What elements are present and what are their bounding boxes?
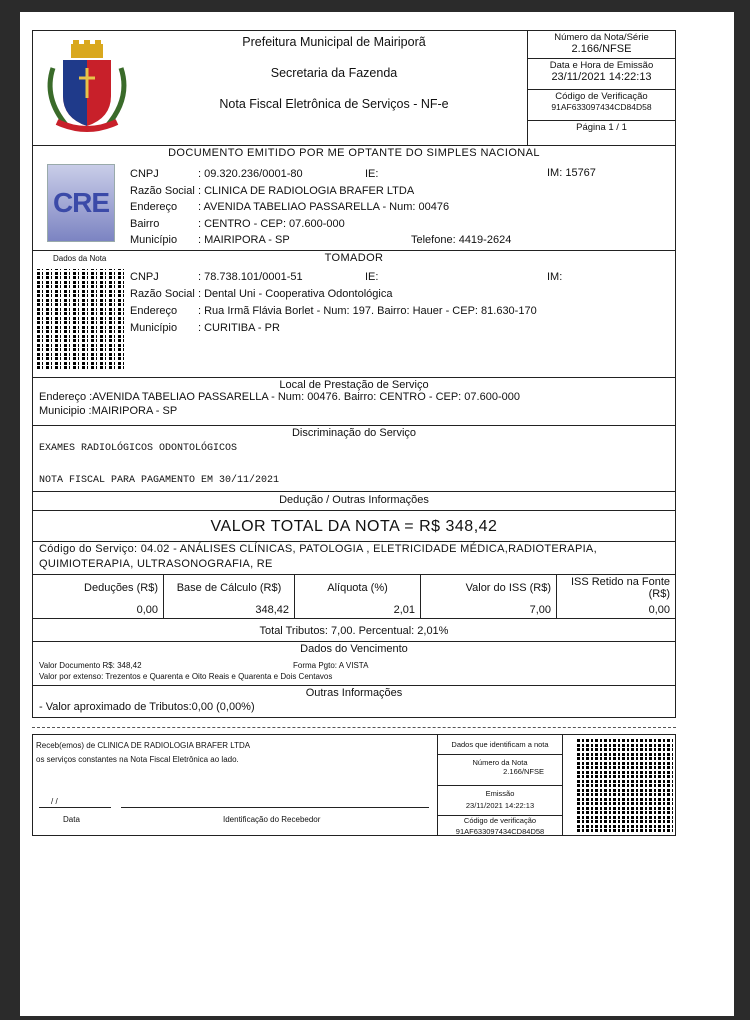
- tom-razao: : Dental Uni - Cooperativa Odontológica: [198, 288, 393, 300]
- total-tributos: Total Tributos: 7,00. Percentual: 2,01%: [33, 619, 675, 642]
- codigo-servico: Código do Serviço: 04.02 - ANÁLISES CLÍNICAS, PATOLOGIA , ELETRICIDADE MÉDICA,RADIOTERAPIA, QUIMIOTERAPIA, ULTRASONOGRAFIA, RE: [33, 542, 675, 575]
- recibo-num-label: Número da Nota: [472, 758, 528, 767]
- tom-end-label: Endereço: [130, 305, 178, 317]
- valor-total: VALOR TOTAL DA NOTA = R$ 348,42: [33, 511, 675, 542]
- header-iss-retido: ISS Retido na Fonte (R$): [570, 576, 670, 600]
- recibo-section: [32, 734, 676, 836]
- tom-im: IM:: [547, 271, 563, 283]
- note-number-cell: [528, 31, 675, 59]
- value-iss-retido: 0,00: [648, 603, 670, 616]
- recibo-emissao-cell: [438, 789, 562, 816]
- prest-im: IM: 15767: [547, 167, 596, 179]
- company-logo-text: CRE: [52, 187, 110, 218]
- tom-mun: : CURITIBA - PR: [198, 322, 280, 334]
- department-name: Secretaria da Fazenda: [270, 66, 398, 80]
- vencimento-section: [33, 643, 675, 686]
- prest-cnpj: : 09.320.236/0001-80: [198, 168, 303, 180]
- prestador-section: [33, 146, 675, 251]
- recibo-num-cell: [438, 758, 562, 786]
- tom-cnpj: : 78.738.101/0001-51: [198, 271, 303, 283]
- simples-notice: DOCUMENTO EMITIDO POR ME OPTANTE DO SIMPLES NACIONAL: [168, 147, 540, 159]
- recibo-data-label: Data: [63, 815, 80, 824]
- recibo-date-blank: / /: [51, 797, 58, 806]
- discriminacao-line1: EXAMES RADIOLÓGICOS ODONTOLÓGICOS: [39, 443, 238, 454]
- deducao-title: Dedução / Outras Informações: [33, 492, 675, 511]
- coat-of-arms-icon: [39, 38, 135, 138]
- tom-ie-label: IE:: [365, 271, 379, 283]
- header-deducoes: Deduções (R$): [33, 575, 164, 601]
- vencimento-title: Dados do Vencimento: [300, 643, 408, 655]
- recibo-num-value: 2.166/NFSE: [503, 767, 544, 776]
- cut-line: [32, 727, 676, 728]
- document-title: Nota Fiscal Eletrônica de Serviços - NF-e: [219, 97, 449, 111]
- page-number: Página 1 / 1: [576, 122, 627, 133]
- recibo-emissao-label: Emissão: [485, 789, 515, 798]
- recibo-dados: [437, 735, 562, 835]
- forma-pagamento: Forma Pgto: A VISTA: [293, 661, 369, 670]
- tomador-title: TOMADOR: [324, 252, 384, 264]
- qr-code-icon: [37, 269, 125, 369]
- nfe-document: [32, 30, 676, 836]
- discriminacao-line2: NOTA FISCAL PARA PAGAMENTO EM 30/11/2021: [39, 475, 280, 486]
- recibo-line1: Receb(emos) de CLINICA DE RADIOLOGIA BRAFER LTDA: [36, 741, 251, 750]
- valores-header-row: [33, 575, 675, 601]
- outras-section: [33, 687, 675, 717]
- emission-label: Data e Hora de Emissão: [549, 60, 654, 71]
- receiver-signature-line: [121, 807, 429, 808]
- value-aliquota: 2,01: [295, 601, 421, 618]
- outras-text: - Valor aproximado de Tributos:0,00 (0,00%): [39, 701, 255, 713]
- local-municipio: Municipio :MAIRIPORA - SP: [39, 405, 178, 417]
- qr-code-icon: [577, 738, 673, 832]
- value-deducoes: 0,00: [33, 601, 164, 618]
- recibo-left: [33, 735, 437, 835]
- recibo-verif-label: Código de verificação: [463, 816, 537, 825]
- header-base: Base de Cálculo (R$): [164, 575, 295, 601]
- tom-mun-label: Município: [130, 322, 178, 334]
- emission-cell: [528, 59, 675, 90]
- header: [33, 31, 675, 146]
- recibo-line2: os serviços constantes na Nota Fiscal Eletrônica ao lado.: [36, 755, 239, 764]
- emission-value: 23/11/2021 14:22:13: [551, 71, 652, 83]
- coat-of-arms-logo: [33, 31, 141, 145]
- prest-mun: : MAIRIPORA - SP: [198, 234, 290, 246]
- prest-razao: : CLINICA DE RADIOLOGIA BRAFER LTDA: [198, 185, 415, 197]
- recibo-ident-label: Identificação do Recebedor: [223, 815, 321, 824]
- local-section: [33, 379, 675, 426]
- prest-end-label: Endereço: [130, 201, 178, 213]
- prest-bairro: : CENTRO - CEP: 07.600-000: [198, 218, 345, 230]
- city-name: Prefeitura Municipal de Mairiporã: [242, 35, 426, 49]
- prest-cnpj-label: CNPJ: [130, 168, 159, 180]
- value-iss: 7,00: [421, 601, 557, 618]
- recibo-emissao-value: 23/11/2021 14:22:13: [465, 801, 535, 810]
- dados-nota-label: Dados da Nota: [53, 254, 107, 263]
- prest-bairro-label: Bairro: [130, 218, 160, 230]
- valores-value-row: [33, 601, 675, 618]
- header-aliquota: Alíquota (%): [295, 575, 421, 601]
- recibo-qr: [562, 735, 675, 835]
- local-title: Local de Prestação de Serviço: [279, 379, 429, 391]
- valores-section: [33, 575, 675, 619]
- outras-title: Outras Informações: [305, 687, 403, 699]
- header-titles: [141, 31, 527, 145]
- verification-label: Código de Verificação: [555, 91, 648, 102]
- recibo-dados-title: Dados que identificam a nota: [438, 735, 562, 755]
- prest-mun-label: Município: [130, 234, 178, 246]
- discriminacao-section: [33, 427, 675, 492]
- prest-ie-label: IE:: [365, 168, 379, 180]
- note-number-value: 2.166/NFSE: [571, 43, 632, 55]
- verification-cell: [528, 90, 675, 121]
- tom-razao-label: Razão Social: [130, 288, 195, 300]
- prest-razao-label: Razão Social: [130, 185, 195, 197]
- recibo-verif-cell: [438, 816, 562, 836]
- nfe-main-box: [32, 30, 676, 718]
- prest-end: : AVENIDA TABELIAO PASSARELLA - Num: 00476: [198, 201, 450, 213]
- header-iss: Valor do ISS (R$): [421, 575, 557, 601]
- valores-table: [33, 575, 675, 618]
- tom-cnpj-label: CNPJ: [130, 271, 159, 283]
- local-address: Endereço :AVENIDA TABELIAO PASSARELLA - Num: 00476. Bairro: CENTRO - CEP: 07.600-000: [39, 391, 520, 403]
- discriminacao-title: Discriminação do Serviço: [291, 427, 417, 439]
- recibo-verif-value: 91AF633097434CD84D58: [455, 827, 545, 836]
- company-logo: [47, 164, 115, 242]
- tomador-section: [33, 251, 675, 378]
- date-signature-line: [39, 807, 111, 808]
- tom-end: : Rua Irmã Flávia Borlet - Num: 197. Bairro: Hauer - CEP: 81.630-170: [198, 305, 537, 317]
- header-info: [527, 31, 675, 145]
- prest-telefone: Telefone: 4419-2624: [411, 234, 512, 246]
- valor-extenso: Valor por extenso: Trezentos e Quarenta e Oito Reais e Quarenta e Dois Centavos: [39, 672, 333, 681]
- verification-value: 91AF633097434CD84D58: [551, 102, 652, 112]
- note-number-label: Número da Nota/Série: [554, 32, 649, 43]
- value-base: 348,42: [164, 601, 295, 618]
- valor-documento: Valor Documento R$: 348,42: [39, 661, 142, 670]
